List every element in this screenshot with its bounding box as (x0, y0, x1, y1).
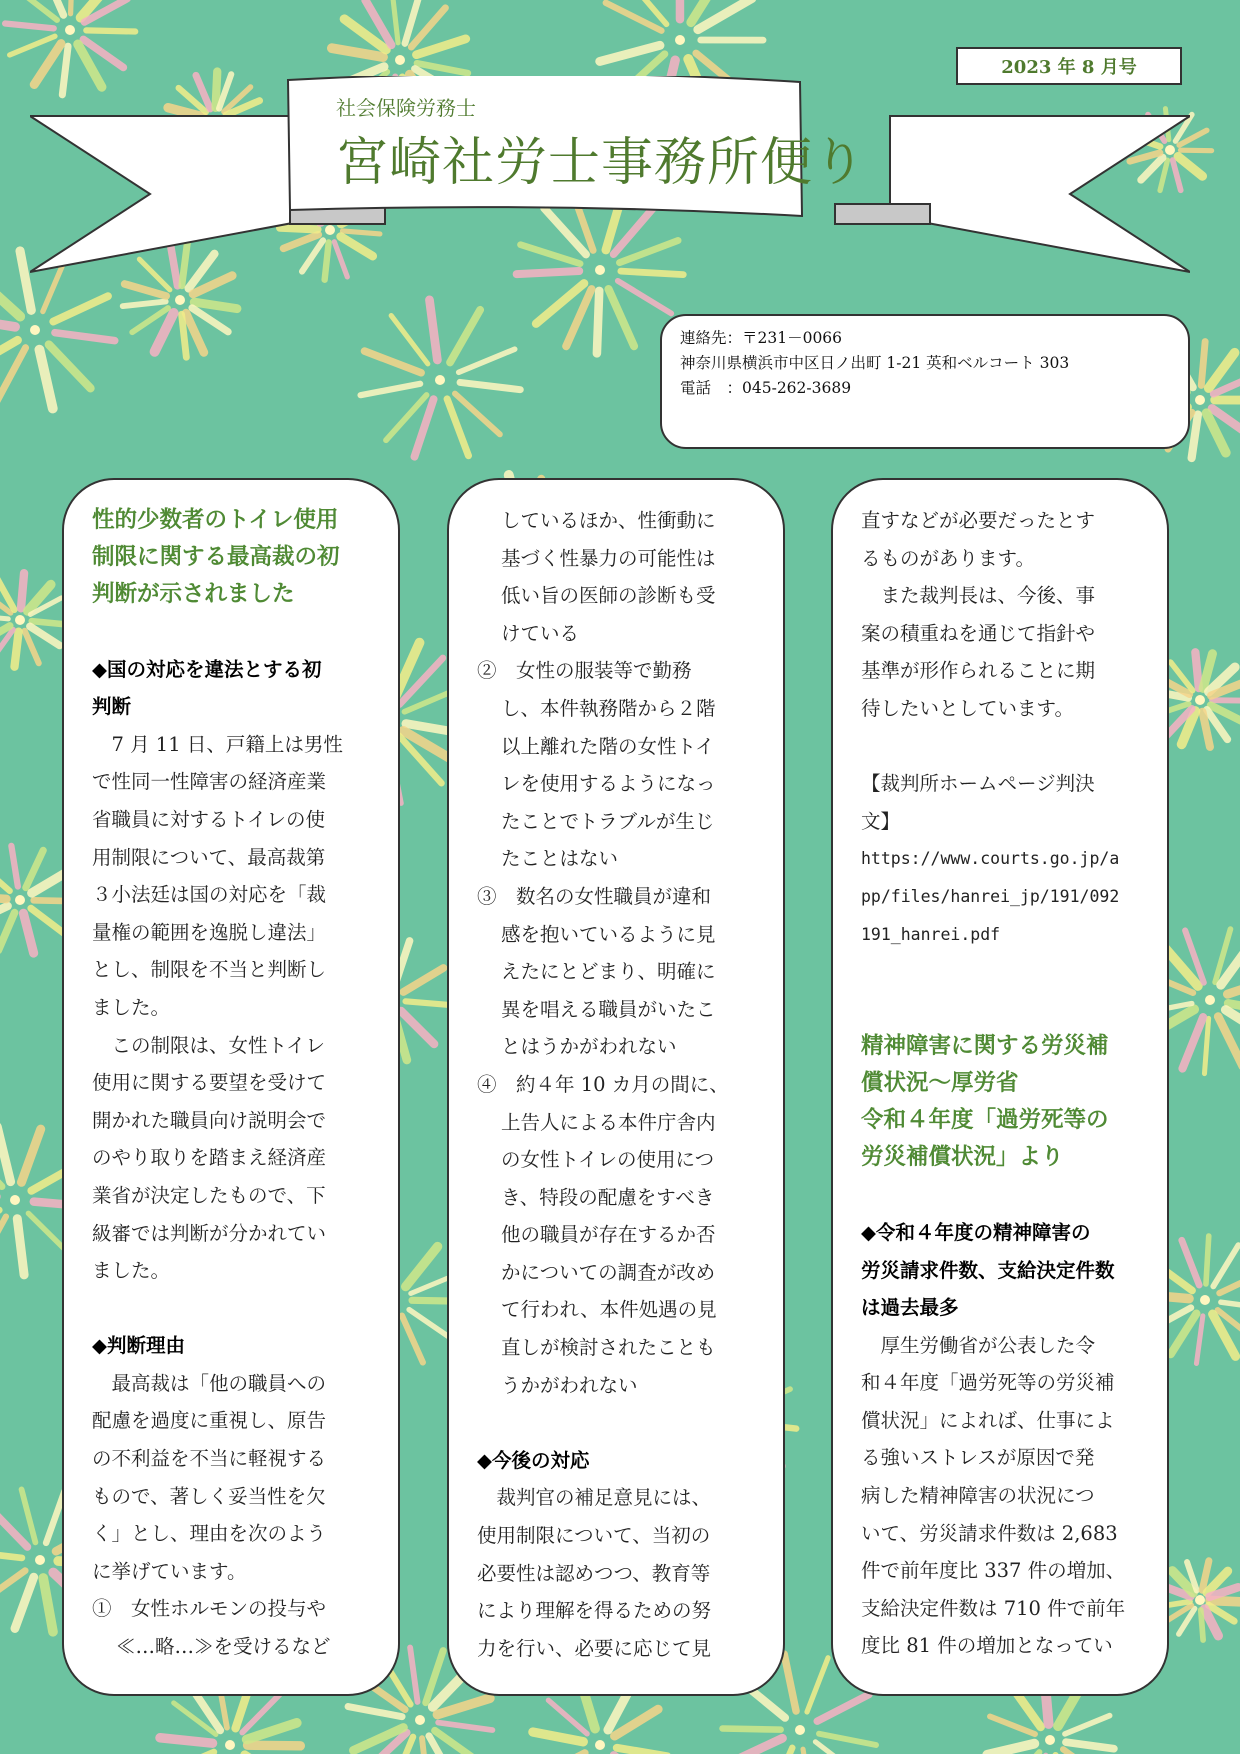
firework-center (225, 1740, 235, 1750)
contact-phone: 電話 ：045-262-3689 (680, 379, 852, 397)
article-column-2 (447, 478, 785, 1696)
firework-petal (86, 30, 135, 31)
firework-petal (723, 1729, 781, 1730)
body-line: いて、労災請求件数は 2,683 (861, 1521, 1118, 1545)
header-subtitle: 社会保険労務士 (336, 96, 476, 120)
body-line: また裁判長は、今後、事 (861, 584, 1096, 608)
body-line: 用制限について、最高裁第 (92, 845, 326, 869)
firework-center (1195, 1595, 1205, 1605)
body-line: 案の積重ねを通じて指針や (861, 621, 1096, 645)
firework-center (1195, 695, 1205, 705)
reference-url[interactable]: pp/files/hanrei_jp/191/092 (861, 886, 1120, 906)
body-line: のやり取りを踏まえ経済産 (92, 1146, 327, 1170)
firework-petal (0, 896, 6, 899)
body-line: もので、著しく妥当性を欠 (92, 1484, 326, 1508)
firework-center (30, 325, 40, 335)
body-line: く」とし、理由を次のよう (92, 1522, 327, 1546)
reference-label: 文】 (861, 809, 901, 833)
body-line: ました。 (92, 995, 171, 1019)
body-line: 業省が決定したもので、下 (92, 1183, 326, 1207)
firework-petal (160, 1738, 212, 1743)
body-line: とし、制限を不当と判断し (92, 958, 327, 982)
list-item-cont: ≪…略…≫を受けるなど (116, 1635, 331, 1659)
headline-line: 労災補償状況」より (861, 1144, 1064, 1171)
list-item-cont: 上告人による本件庁舎内 (501, 1110, 716, 1134)
list-item-cont: 異を唱える職員がいたこ (501, 997, 716, 1021)
firework-center (65, 25, 75, 35)
body-line: 裁判官の補足意見には、 (477, 1486, 712, 1510)
section-heading: ◆判断理由 (92, 1334, 185, 1358)
headline-line: 償状況～厚労省 (861, 1070, 1019, 1097)
headline-line: 判断が示されました (92, 581, 295, 607)
headline-line: 令和４年度「過労死等の (861, 1107, 1109, 1134)
body-line: 配慮を過度に重視し、原告 (92, 1409, 327, 1433)
body-line: 必要性は認めつつ、教育等 (477, 1561, 711, 1585)
body-line: 直すなどが必要だったとす (861, 509, 1096, 532)
firework-petal (1212, 700, 1240, 701)
list-item-cont: 感を抱いているように見 (501, 922, 716, 946)
newsletter-title: 宮崎社労士事務所便り (336, 133, 867, 193)
list-item-cont: しているほか、性衝動に (501, 509, 716, 532)
body-line: により理解を得るための努 (477, 1599, 712, 1623)
firework-center (15, 615, 25, 625)
firework-center (435, 375, 445, 385)
firework-petal (248, 1745, 301, 1746)
body-line: に挙げています。 (92, 1559, 247, 1583)
firework-center (35, 1555, 45, 1565)
reference-url[interactable]: 191_hanrei.pdf (861, 924, 1001, 944)
body-line: この制限は、女性トイレ (92, 1033, 326, 1057)
list-item-cont: て行われ、本件処遇の見 (501, 1298, 717, 1322)
firework-petal (1210, 1600, 1240, 1601)
list-item-cont: レを使用するようになっ (501, 772, 716, 796)
firework-petal (1201, 342, 1205, 386)
firework-petal (21, 573, 24, 608)
firework-petal (1206, 1236, 1209, 1284)
body-line: ３小法廷は国の対応を「裁 (92, 883, 327, 907)
body-line: 件で前年度比 337 件の増加、 (861, 1559, 1126, 1583)
list-item-cont: 直しが検討されたことも (501, 1336, 716, 1360)
list-item-cont: 他の職員が存在するか否 (501, 1223, 716, 1247)
firework-petal (182, 314, 187, 357)
issue-date: 2023 年 8 月号 (1001, 57, 1137, 78)
body-line: 厚生労働省が公表した令 (861, 1333, 1096, 1357)
firework-petal (71, 0, 73, 14)
reference-url[interactable]: https://www.courts.go.jp/a (861, 849, 1120, 869)
section-heading: ◆令和４年度の精神障害の (861, 1220, 1091, 1244)
section-heading: 労災請求件数、支給決定件数 (861, 1258, 1115, 1282)
list-item: ③ 数名の女性職員が違和 (477, 884, 712, 908)
list-item-cont: たことはない (501, 847, 619, 871)
list-item-cont: けている (501, 621, 580, 645)
body-line: で性同一性障害の経済産業 (92, 770, 327, 794)
headline-line: 制限に関する最高裁の初 (92, 544, 340, 570)
body-line: 待したいとしています。 (861, 696, 1074, 720)
list-item-cont: うかがわれない (501, 1373, 638, 1397)
body-line: る強いストレスが原因で発 (861, 1446, 1095, 1470)
list-item-cont: の女性トイレの使用につ (501, 1148, 715, 1172)
body-line: 基準が形作られることに期 (861, 659, 1096, 683)
firework-petal (1201, 1610, 1203, 1640)
section-heading: は過去最多 (861, 1296, 959, 1320)
list-item-cont: 基づく性暴力の可能性は (501, 546, 716, 570)
contact-postal: 連絡先：〒231－0066 (680, 329, 843, 347)
contact-box (660, 314, 1190, 449)
firework-center (1200, 1295, 1210, 1305)
firework-center (10, 1195, 20, 1205)
headline-line: 性的少数者のトイレ使用 (92, 507, 339, 533)
list-item-cont: し、本件執務階から２階 (501, 696, 716, 720)
list-item-cont: たことでトラブルが生じ (501, 809, 715, 833)
reference-label: 【裁判所ホームページ判決 (861, 772, 1095, 796)
firework-petal (14, 632, 18, 667)
body-line: ました。 (92, 1259, 171, 1283)
firework-center (1195, 395, 1205, 405)
body-line: 償状況」によれば、仕事によ (861, 1408, 1115, 1432)
firework-center (415, 1715, 425, 1725)
list-item-cont: 以上離れた階の女性トイ (501, 734, 715, 758)
firework-center (595, 1740, 605, 1750)
firework-center (175, 295, 185, 305)
section-heading: 判断 (92, 695, 132, 719)
firework-center (675, 35, 685, 45)
list-item-cont: き、特段の配慮をすべき (501, 1185, 715, 1209)
body-line: るものがあります。 (861, 546, 1035, 570)
list-item-cont: えたにとどまり、明確に (501, 960, 716, 984)
body-line: 度比 81 件の増加となってい (861, 1634, 1113, 1658)
list-item-cont: とはうかがわれない (501, 1035, 677, 1059)
article-column-3 (831, 478, 1169, 1696)
body-line: 使用に関する要望を受けて (92, 1071, 327, 1095)
firework-petal (1195, 652, 1198, 688)
list-item-cont: 低い旨の医師の診断も受 (501, 584, 716, 608)
body-line: 7 月 11 日、戸籍上は男性 (92, 732, 343, 756)
firework-center (795, 1725, 805, 1735)
body-line: 開かれた職員向け説明会で (92, 1108, 327, 1132)
firework-center (1205, 995, 1215, 1005)
body-line: 病した精神障害の状況につ (861, 1484, 1095, 1508)
list-item: ④ 約４年 10 カ月の間に、 (477, 1072, 729, 1096)
body-line: 使用制限について、当初の (477, 1524, 711, 1548)
body-line: の不利益を不当に軽視する (92, 1447, 327, 1471)
body-line: 和４年度「過労死等の労災補 (861, 1371, 1115, 1395)
firework-petal (597, 291, 599, 354)
section-heading: ◆今後の対応 (477, 1448, 590, 1472)
firework-petal (406, 1001, 453, 1005)
body-line: 力を行い、必要に応じて見 (477, 1636, 712, 1660)
body-line: 省職員に対するトイレの使 (92, 807, 326, 831)
firework-center (395, 55, 405, 65)
list-item: ① 女性ホルモンの投与や (92, 1597, 327, 1621)
body-line: 量権の範囲を逸脱し違法」 (92, 920, 327, 944)
list-item: ② 女性の服装等で勤務 (477, 659, 692, 683)
article-column-1 (62, 478, 400, 1696)
contact-address: 神奈川県横浜市中区日ノ出町 1-21 英和ベルコート 303 (680, 354, 1070, 372)
section-heading: ◆国の対応を違法とする初 (92, 657, 322, 681)
body-line: 支給決定件数は 710 件で前年 (861, 1596, 1126, 1620)
body-line: 最高裁は「他の職員への (92, 1371, 327, 1395)
body-line: 級審では判断が分かれてい (92, 1221, 327, 1245)
headline-line: 精神障害に関する労災補 (861, 1033, 1109, 1060)
firework-center (1045, 1735, 1055, 1745)
list-item-cont: かについての調査が改め (501, 1260, 716, 1284)
firework-center (15, 895, 25, 905)
